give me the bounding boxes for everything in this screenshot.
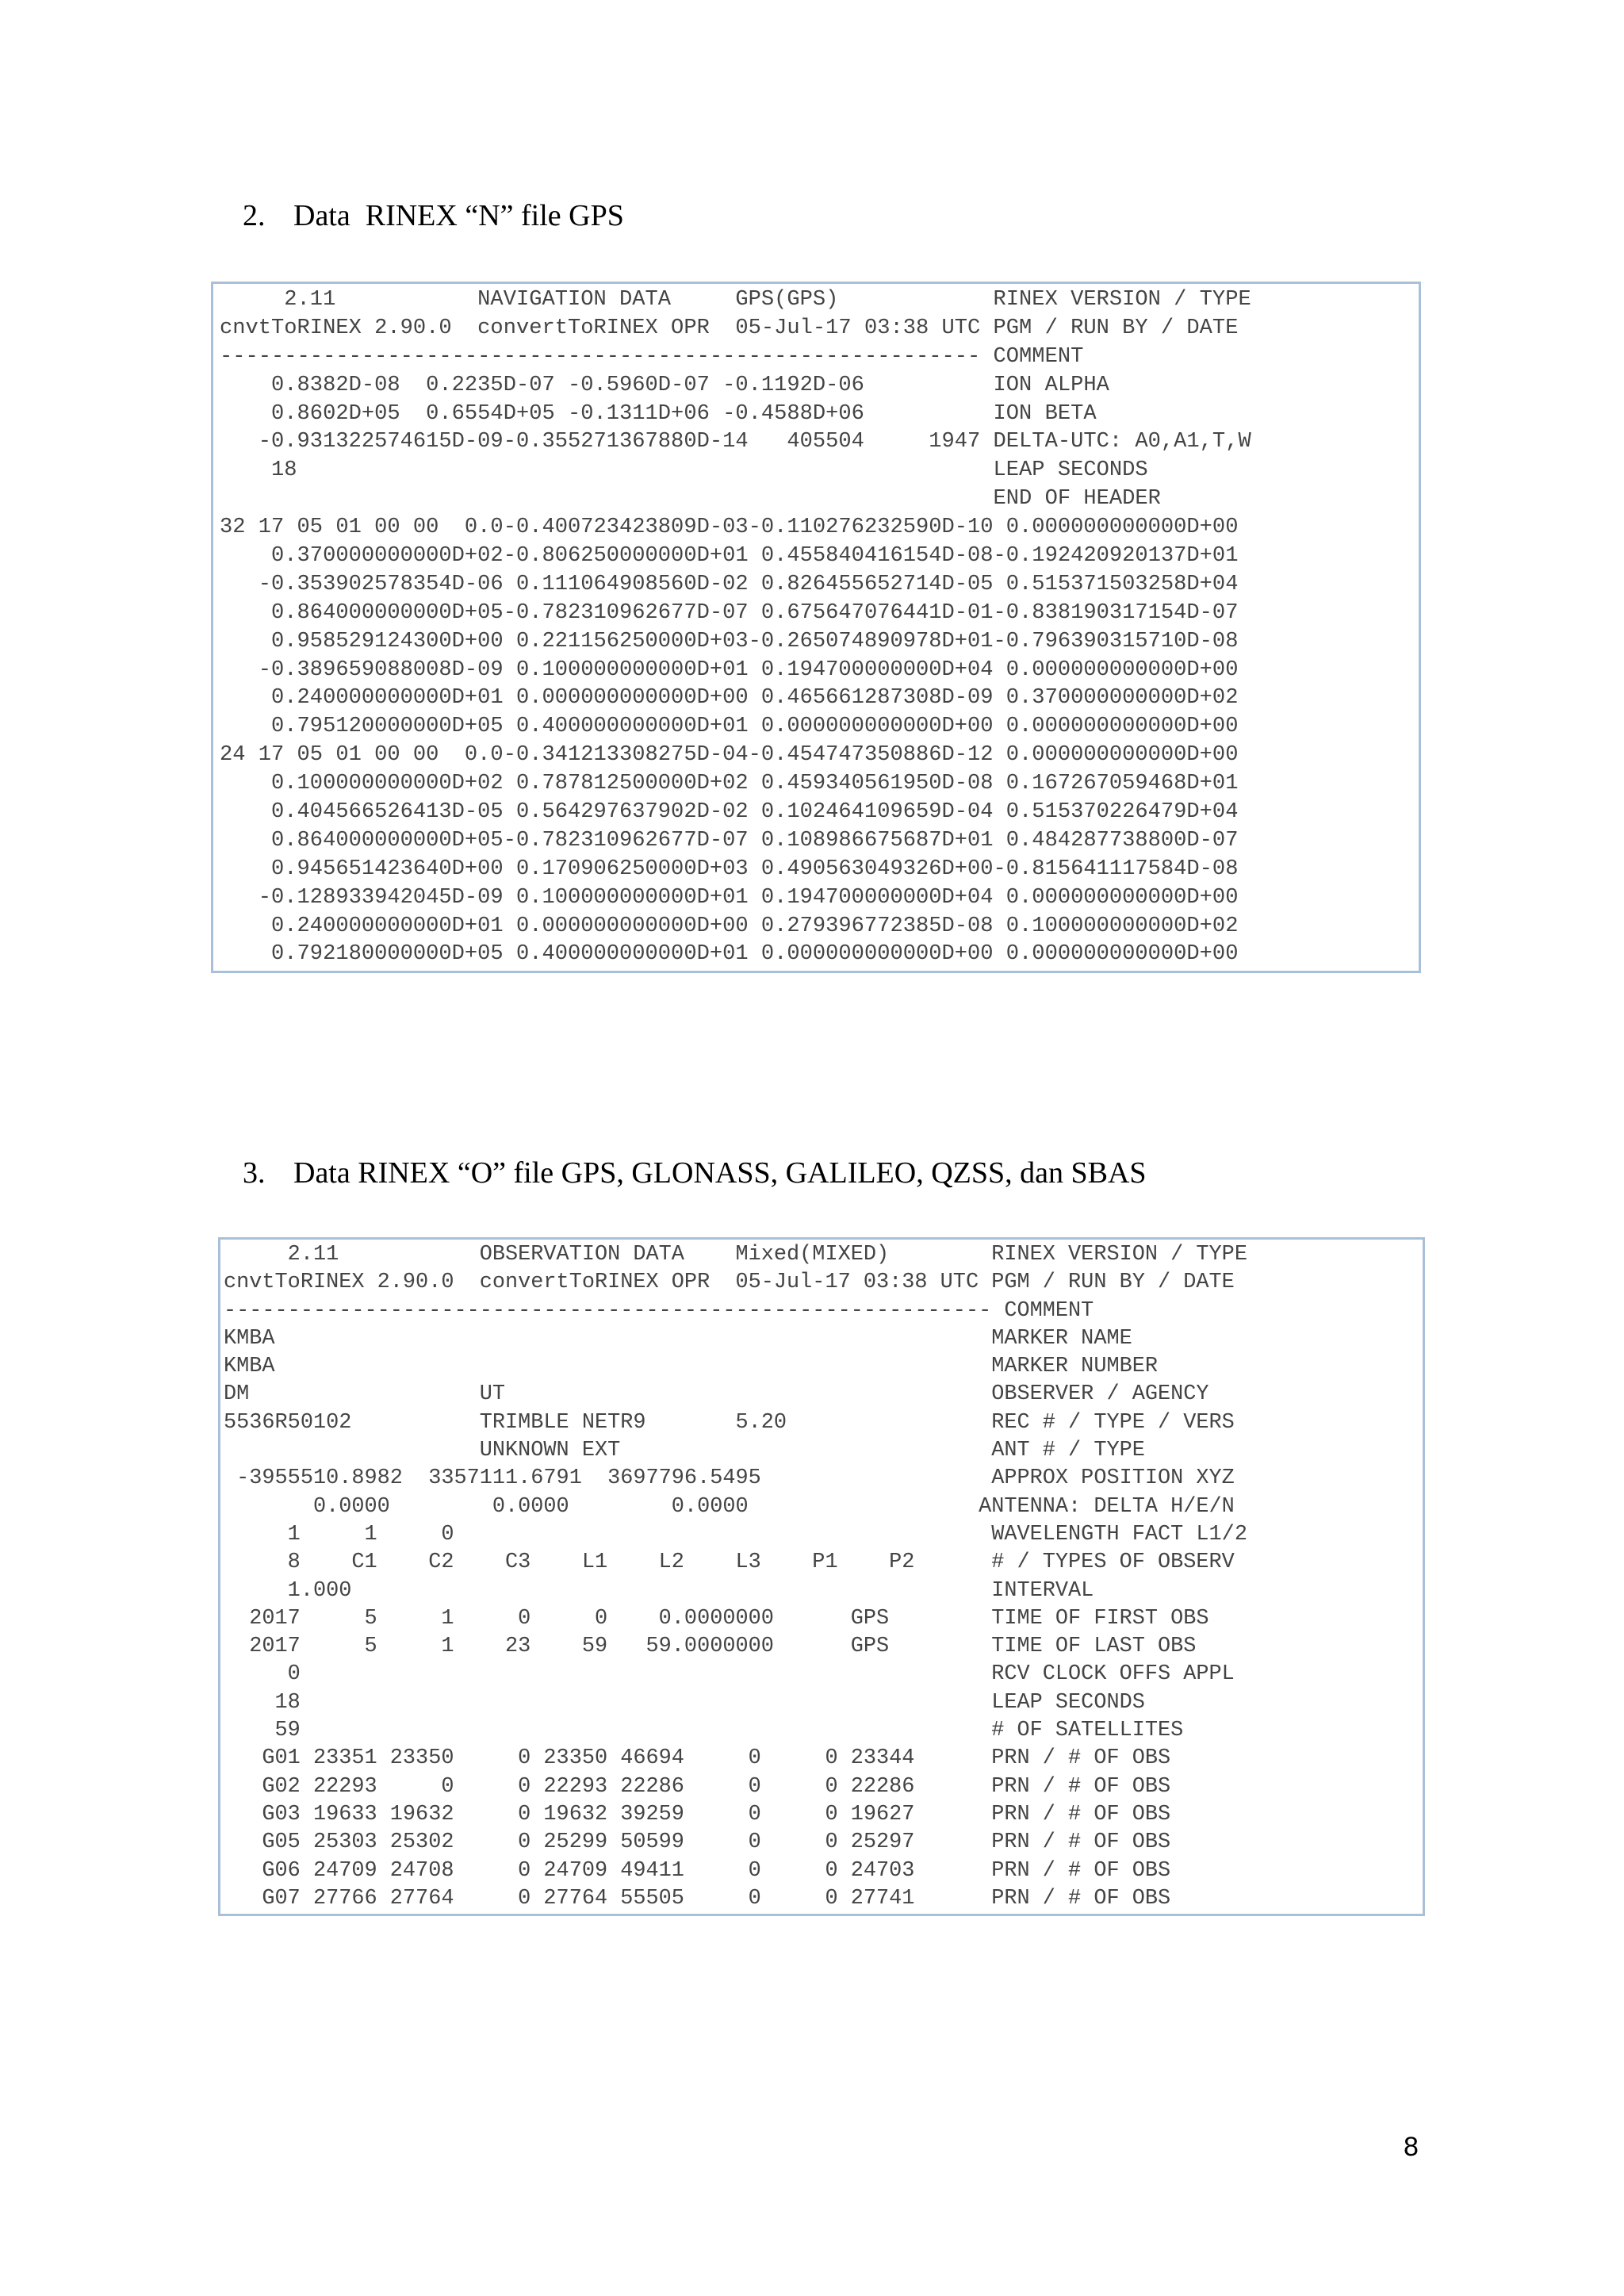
rinex-line: 2017 5 1 0 0 0.0000000 GPS TIME OF FIRST OBS bbox=[224, 1606, 1209, 1631]
rinex-line: 0.8602D+05 0.6554D+05 -0.1311D+06 -0.4588D+06 ION BETA bbox=[220, 401, 1097, 426]
rinex-line: 0.945651423640D+00 0.170906250000D+03 0.490563049326D+00-0.815641117584D-08 bbox=[220, 856, 1239, 881]
rinex-line: 0.370000000000D+02-0.806250000000D+01 0.455840416154D-08-0.192420920137D+01 bbox=[220, 543, 1239, 569]
rinex-line: G01 23351 23350 0 23350 46694 0 0 23344 PRN / # OF OBS bbox=[224, 1746, 1171, 1771]
rinex-navigation-text bbox=[220, 286, 1251, 968]
rinex-line: -0.353902578354D-06 0.111064908560D-02 0.826455652714D-05 0.515371503258D+04 bbox=[220, 571, 1239, 596]
rinex-line: UNKNOWN EXT ANT # / TYPE bbox=[224, 1439, 1145, 1463]
rinex-line: -0.389659088008D-09 0.100000000000D+01 0.194700000000D+04 0.000000000000D+00 bbox=[220, 657, 1239, 682]
section-3-title: Data RINEX “O” file GPS, GLONASS, GALILEO, QZSS, dan SBAS bbox=[293, 1156, 1147, 1190]
rinex-line: 2.11 OBSERVATION DATA Mixed(MIXED) RINEX VERSION / TYPE bbox=[224, 1243, 1247, 1267]
rinex-line: 32 17 05 01 00 00 0.0-0.400723423809D-03-0.110276232590D-10 0.000000000000D+00 bbox=[220, 515, 1239, 540]
rinex-line: 1 1 0 WAVELENGTH FACT L1/2 bbox=[224, 1522, 1247, 1547]
rinex-line: 8 C1 C2 C3 L1 L2 L3 P1 P2 # / TYPES OF OBSERV bbox=[224, 1550, 1235, 1575]
rinex-line: 5536R50102 TRIMBLE NETR9 5.20 REC # / TYPE / VERS bbox=[224, 1410, 1235, 1435]
rinex-line: 0.864000000000D+05-0.782310962677D-07 0.108986675687D+01 0.484287738800D-07 bbox=[220, 827, 1239, 853]
rinex-navigation-file-screenshot bbox=[211, 282, 1421, 973]
rinex-line: 2017 5 1 23 59 59.0000000 GPS TIME OF LAST OBS bbox=[224, 1635, 1197, 1659]
rinex-observation-file-screenshot bbox=[218, 1237, 1425, 1916]
rinex-line: 0.0000 0.0000 0.0000 ANTENNA: DELTA H/E/N bbox=[224, 1494, 1235, 1519]
rinex-line: 2.11 NAVIGATION DATA GPS(GPS) RINEX VERSION / TYPE bbox=[220, 287, 1251, 312]
rinex-line: 0.240000000000D+01 0.000000000000D+00 0.465661287308D-09 0.370000000000D+02 bbox=[220, 685, 1239, 711]
rinex-line: DM UT OBSERVER / AGENCY bbox=[224, 1382, 1209, 1407]
rinex-line: KMBA MARKER NUMBER bbox=[224, 1355, 1159, 1379]
rinex-line: 0.795120000000D+05 0.400000000000D+01 0.000000000000D+00 0.000000000000D+00 bbox=[220, 714, 1239, 739]
rinex-line: 0.100000000000D+02 0.787812500000D+02 0.459340561950D-08 0.167267059468D+01 bbox=[220, 771, 1239, 796]
rinex-line: G05 25303 25302 0 25299 50599 0 0 25297 PRN / # OF OBS bbox=[224, 1830, 1171, 1855]
rinex-line: cnvtToRINEX 2.90.0 convertToRINEX OPR 05-Jul-17 03:38 UTC PGM / RUN BY / DATE bbox=[224, 1271, 1235, 1295]
rinex-line: 0.792180000000D+05 0.400000000000D+01 0.000000000000D+00 0.000000000000D+00 bbox=[220, 941, 1239, 967]
rinex-line: 1.000 INTERVAL bbox=[224, 1578, 1094, 1603]
rinex-line: G07 27766 27764 0 27764 55505 0 0 27741 PRN / # OF OBS bbox=[224, 1886, 1171, 1911]
rinex-line: 0.404566526413D-05 0.564297637902D-02 0.102464109659D-04 0.515370226479D+04 bbox=[220, 799, 1239, 825]
rinex-line: 59 # OF SATELLITES bbox=[224, 1719, 1184, 1743]
rinex-line: 24 17 05 01 00 00 0.0-0.341213308275D-04-0.454747350886D-12 0.000000000000D+00 bbox=[220, 742, 1239, 768]
rinex-line: KMBA MARKER NAME bbox=[224, 1326, 1132, 1351]
rinex-line: G02 22293 0 0 22293 22286 0 0 22286 PRN / # OF OBS bbox=[224, 1774, 1171, 1799]
rinex-line: G03 19633 19632 0 19632 39259 0 0 19627 PRN / # OF OBS bbox=[224, 1802, 1171, 1826]
rinex-line: cnvtToRINEX 2.90.0 convertToRINEX OPR 05-Jul-17 03:38 UTC PGM / RUN BY / DATE bbox=[220, 315, 1239, 340]
rinex-line: -0.128933942045D-09 0.100000000000D+01 0.194700000000D+04 0.000000000000D+00 bbox=[220, 884, 1239, 910]
rinex-line: ------------------------------------------------------------ COMMENT bbox=[224, 1298, 1094, 1323]
rinex-observation-text bbox=[224, 1241, 1247, 1913]
section-3-number: 3. bbox=[243, 1156, 266, 1190]
section-2-heading bbox=[243, 198, 624, 233]
rinex-line: 0.864000000000D+05-0.782310962677D-07 0.675647076441D-01-0.838190317154D-07 bbox=[220, 600, 1239, 625]
rinex-line: G06 24709 24708 0 24709 49411 0 0 24703 PRN / # OF OBS bbox=[224, 1858, 1171, 1883]
rinex-line: 0.958529124300D+00 0.221156250000D+03-0.265074890978D+01-0.796390315710D-08 bbox=[220, 628, 1239, 654]
section-2-title: Data RINEX “N” file GPS bbox=[293, 199, 624, 232]
page-number: 8 bbox=[1404, 2132, 1419, 2162]
rinex-line: END OF HEADER bbox=[220, 486, 1161, 512]
rinex-line: -3955510.8982 3357111.6791 3697796.5495 APPROX POSITION XYZ bbox=[224, 1466, 1235, 1491]
rinex-line: 0.240000000000D+01 0.000000000000D+00 0.279396772385D-08 0.100000000000D+02 bbox=[220, 913, 1239, 938]
rinex-line: ----------------------------------------------------------- COMMENT bbox=[220, 343, 1084, 369]
section-3-heading bbox=[243, 1156, 1147, 1190]
rinex-line: 0.8382D-08 0.2235D-07 -0.5960D-07 -0.1192D-06 ION ALPHA bbox=[220, 372, 1109, 397]
rinex-line: -0.931322574615D-09-0.355271367880D-14 405504 1947 DELTA-UTC: A0,A1,T,W bbox=[220, 429, 1251, 454]
rinex-line: 0 RCV CLOCK OFFS APPL bbox=[224, 1662, 1235, 1687]
section-2-number: 2. bbox=[243, 199, 266, 232]
rinex-line: 18 LEAP SECONDS bbox=[224, 1690, 1145, 1715]
rinex-line: 18 LEAP SECONDS bbox=[220, 458, 1148, 483]
